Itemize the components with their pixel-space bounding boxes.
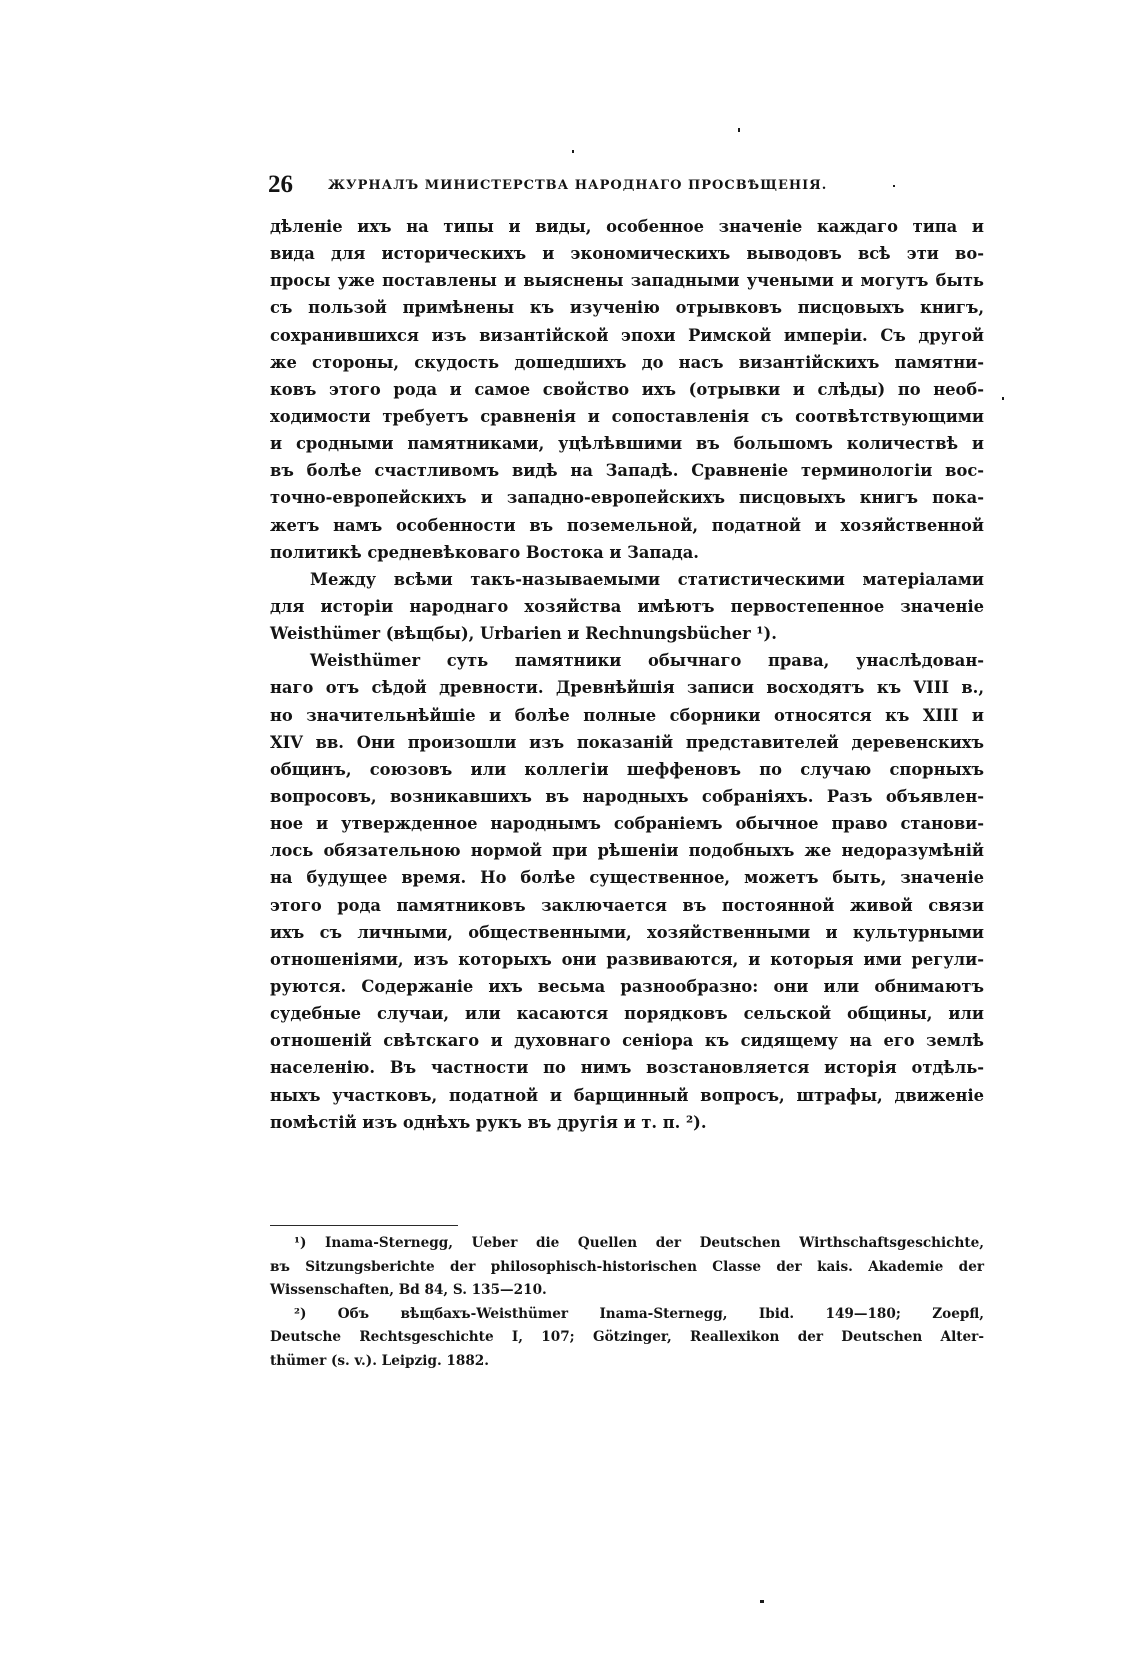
text-line: въ болѣе счастливомъ видѣ на Западѣ. Сравненіе терминологіи вос- xyxy=(270,461,984,481)
text-line: наго отъ сѣдой древности. Древнѣйшія записи восходятъ къ VIII в., xyxy=(270,678,984,698)
text-line: же стороны, скудость дошедшихъ до насъ византійскихъ памятни- xyxy=(270,352,984,372)
text-line: ихъ съ личными, общественными, хозяйственными и культурными xyxy=(270,922,984,942)
text-line: отношеній свѣтскаго и духовнаго сеніора къ сидящему на его землѣ xyxy=(270,1031,984,1051)
text-line: дѣленіе ихъ на типы и виды, особенное значеніе каждаго типа и xyxy=(270,217,984,236)
text-line: съ пользой примѣнены къ изученію отрывковъ писцовыхъ книгъ, xyxy=(270,298,984,318)
footnote-line: въ Sitzungsberichte der philosophisch-historischen Classe der kais. Akademie der xyxy=(270,1258,984,1275)
text-line: для исторіи народнаго хозяйства имѣютъ первостепенное значеніе xyxy=(270,596,984,616)
text-line: политикѣ средневѣковаго Востока и Запада. xyxy=(270,542,699,562)
text-line: просы уже поставлены и выяснены западными учеными и могутъ быть xyxy=(270,271,984,291)
text-line: ное и утвержденное народнымъ собраніемъ обычное право станови- xyxy=(270,814,984,834)
text-line: населенію. Въ частности по нимъ возстановляется исторія отдѣль- xyxy=(270,1058,984,1078)
text-line: судебные случаи, или касаются порядковъ сельской общины, или xyxy=(270,1004,984,1024)
text-line: общинъ, союзовъ или коллегіи шеффеновъ по случаю спорныхъ xyxy=(270,759,984,779)
running-title: ЖУРНАЛЪ МИНИСТЕРСТВА НАРОДНАГО ПРОСВѢЩЕНІЯ. xyxy=(328,178,828,193)
footnote-line: ¹) Inama-Sternegg, Ueber die Quellen der Deutschen Wirthschaftsgeschichte, xyxy=(294,1235,984,1251)
scan-speck xyxy=(893,185,895,187)
text-line: Между всѣми такъ-называемыми статистическими матеріалами xyxy=(310,569,984,589)
text-line: помѣстій изъ однѣхъ рукъ въ другія и т. п. ²). xyxy=(270,1112,707,1132)
text-line: сохранившихся изъ византійской эпохи Римской имперіи. Съ другой xyxy=(270,325,984,345)
text-line: но значительнѣйшіе и болѣе полные сборники относятся къ XIII и xyxy=(270,705,984,725)
page-header xyxy=(268,172,988,198)
text-line: ходимости требуетъ сравненія и сопоставленія съ соотвѣтствующими xyxy=(270,406,984,426)
footnote-line: Wissenschaften, Bd 84, S. 135—210. xyxy=(270,1282,547,1299)
text-line: вопросовъ, возникавшихъ въ народныхъ собраніяхъ. Разъ объявлен- xyxy=(270,786,984,806)
text-line: и сродными памятниками, уцѣлѣвшими въ большомъ количествѣ и xyxy=(270,434,984,454)
footnotes xyxy=(270,1232,984,1374)
footnote-separator xyxy=(270,1225,458,1226)
text-line: на будущее время. Но болѣе существенное, можетъ быть, значеніе xyxy=(270,868,984,888)
text-line: руются. Содержаніе ихъ весьма разнообразно: они или обнимаютъ xyxy=(270,976,984,996)
text-line: точно-европейскихъ и западно-европейскихъ писцовыхъ книгъ пока- xyxy=(270,488,984,508)
footnote-line: ²) Объ вѣщбахъ-Weisthümer Inama-Sternegg, Ibid. 149—180; Zoepfl, xyxy=(294,1305,984,1322)
footnote-line: Deutsche Rechtsgeschichte I, 107; Götzinger, Reallexikon der Deutschen Alter- xyxy=(270,1329,984,1346)
scan-speck xyxy=(738,128,740,132)
text-line: Weisthümer (вѣщбы), Urbarien и Rechnungsbücher ¹). xyxy=(270,624,777,644)
page-number: 26 xyxy=(268,171,293,198)
text-line: вида для историческихъ и экономическихъ выводовъ всѣ эти во- xyxy=(270,244,984,264)
text-line: отношеніями, изъ которыхъ они развиваются, и которыя ими регули- xyxy=(270,949,984,969)
footnote-line: thümer (s. v.). Leipzig. 1882. xyxy=(270,1352,489,1369)
text-line: ныхъ участковъ, податной и барщинный вопросъ, штрафы, движеніе xyxy=(270,1085,984,1105)
main-text xyxy=(270,213,984,1136)
scan-speck xyxy=(1002,397,1004,400)
scan-speck xyxy=(760,1600,764,1603)
text-line: этого рода памятниковъ заключается въ постоянной живой связи xyxy=(270,895,984,915)
text-line: лось обязательною нормой при рѣшеніи подобныхъ же недоразумѣній xyxy=(270,841,984,861)
text-line: жетъ намъ особенности въ поземельной, податной и хозяйственной xyxy=(270,515,984,535)
text-line: XIV вв. Они произошли изъ показаній представителей деревенскихъ xyxy=(270,732,984,752)
scan-speck xyxy=(572,150,574,153)
text-line: ковъ этого рода и самое свойство ихъ (отрывки и слѣды) по необ- xyxy=(270,379,984,399)
text-line: Weisthümer суть памятники обычнаго права, унаслѣдован- xyxy=(310,651,984,671)
